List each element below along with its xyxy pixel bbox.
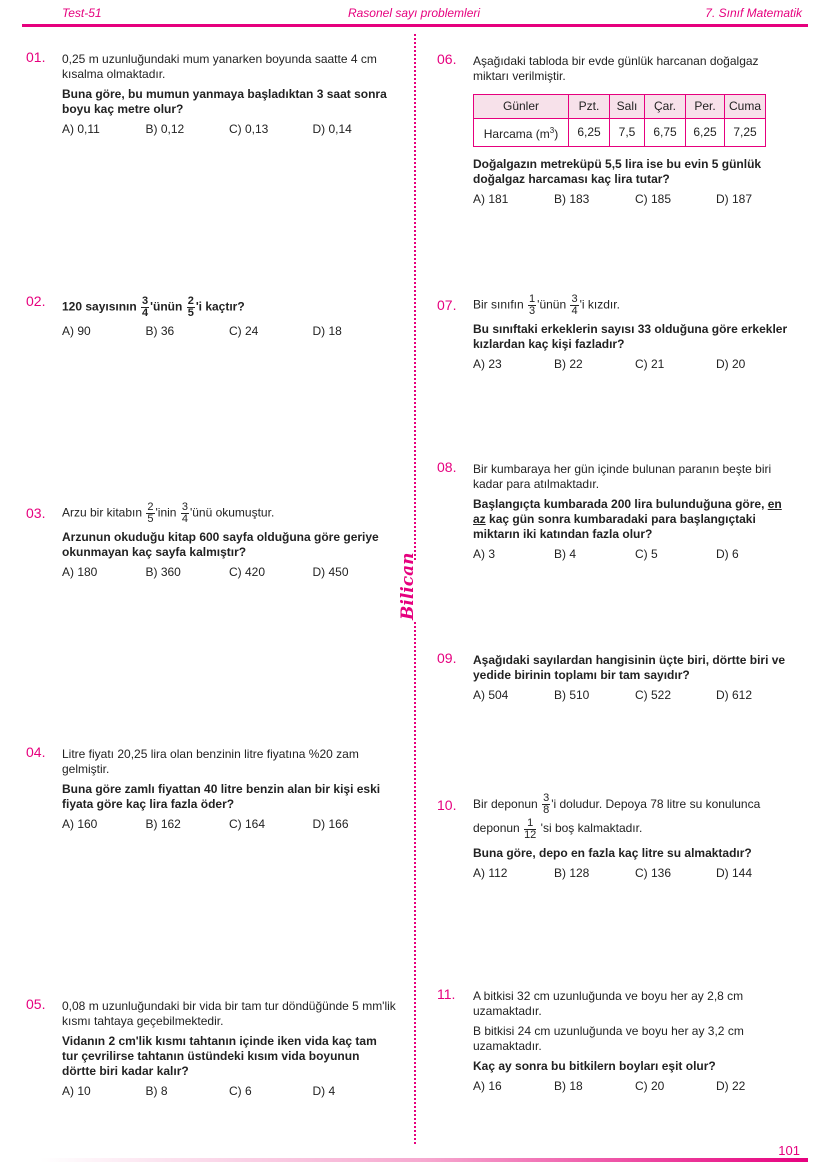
numerator: 3 [543,792,550,805]
text-part: 'i kaçtır? [195,299,245,314]
option-d[interactable]: D) 6 [716,547,739,561]
answer-options [473,357,797,372]
denominator: 4 [142,307,149,319]
question-stem: Litre fiyatı 20,25 lira olan benzinin litre fiyatına %20 zam gelmiştir. [62,747,359,776]
option-c[interactable]: C) 420 [229,565,266,579]
question-prompt [62,296,396,319]
question-number: 06. [437,51,457,67]
denominator: 3 [529,305,536,317]
text-part: 'si boş kalmaktadır. [537,821,643,836]
question-03 [26,502,396,580]
option-c[interactable]: C) 5 [635,547,658,561]
text-part: Bir sınıfın [473,297,528,312]
option-c[interactable]: C) 0,13 [229,122,269,136]
question-prompt: Buna göre, depo en fazla kaç litre su almaktadır? [473,845,752,860]
question-number: 03. [26,505,46,521]
option-d[interactable]: D) 166 [312,817,349,831]
question-number: 04. [26,744,46,760]
table-cell: 6,25 [569,119,610,147]
question-stem: B bitkisi 24 cm uzunluğunda ve boyu her ay 3,2 cm uzamaktadır. [473,1024,744,1053]
answer-options [62,122,396,137]
answer-options [473,192,797,207]
table-cell: 6,25 [686,119,725,147]
option-b[interactable]: B) 510 [554,688,590,702]
fraction [524,818,536,841]
gas-usage-table [473,94,766,147]
option-d[interactable]: D) 20 [716,357,746,371]
answer-options [62,565,396,580]
numerator: 3 [571,293,578,305]
option-b[interactable]: B) 0,12 [145,122,185,136]
header-rule [22,24,808,27]
fraction [542,793,550,816]
question-08 [437,459,797,562]
option-d[interactable]: D) 4 [312,1084,336,1098]
option-a[interactable]: A) 504 [473,688,509,702]
answer-options [62,1084,396,1099]
question-01 [26,49,396,137]
question-stem: A bitkisi 32 cm uzunluğunda ve boyu her ay 2,8 cm uzamaktadır. [473,989,744,1018]
fraction [181,502,189,525]
option-b[interactable]: B) 162 [145,817,181,831]
label-text: ) [554,127,559,141]
option-a[interactable]: A) 16 [473,1079,502,1093]
numerator: 2 [187,295,194,307]
answer-options [473,1079,797,1094]
footer-rule [40,1158,808,1162]
fraction [187,296,195,319]
denominator: 5 [187,307,194,319]
option-a[interactable]: A) 112 [473,865,508,880]
answer-options [473,866,797,881]
table-cell: Cuma [725,95,766,119]
option-c[interactable]: C) 164 [229,817,266,831]
label-text: Harcama (m [483,127,550,141]
option-a[interactable]: A) 90 [62,324,91,338]
underlined-text: en az [473,497,782,526]
option-a[interactable]: A) 3 [473,547,496,561]
question-prompt: Arzunun okuduğu kitap 600 sayfa olduğuna göre geriye okunmayan kaç sayfa kalmıştır? [62,530,379,559]
table-cell: Pzt. [569,95,610,119]
option-c[interactable]: C) 185 [635,192,672,206]
option-d[interactable]: D) 144 [716,865,753,880]
table-cell: Günler [474,95,569,119]
header-course: 7. Sınıf Matematik [705,6,802,20]
question-number: 07. [437,297,457,313]
denominator: 12 [524,828,537,841]
option-b[interactable]: B) 360 [145,565,181,579]
denominator: 5 [147,513,154,525]
option-b[interactable]: B) 18 [554,1079,583,1093]
option-b[interactable]: B) 22 [554,357,583,371]
question-stem: Aşağıdaki tabloda bir evde günlük harcanan doğalgaz miktarı verilmiştir. [473,54,759,83]
option-d[interactable]: D) 22 [716,1079,746,1093]
denominator: 4 [181,513,188,525]
option-a[interactable]: A) 181 [473,192,509,206]
question-prompt: Buna göre, bu mumun yanmaya başladıktan 3 saat sonra boyu kaç metre olur? [62,87,387,116]
option-d[interactable]: D) 612 [716,688,753,702]
text-part: 120 sayısının [62,299,141,314]
header-topic: Rasonel sayı problemleri [347,6,481,20]
option-c[interactable]: C) 136 [635,865,672,880]
answer-options [62,817,396,832]
table-cell: Çar. [645,95,686,119]
option-c[interactable]: C) 6 [229,1084,252,1098]
table-cell: 6,75 [645,119,686,147]
text-part: 'i doludur. Depoya 78 litre su konulunca deponun [473,797,761,836]
text-part: 'i kızdır. [579,297,620,312]
option-c[interactable]: C) 24 [229,324,259,338]
option-a[interactable]: A) 0,11 [62,122,100,136]
brand-logo: Bilican [398,560,434,620]
option-d[interactable]: D) 18 [312,324,342,338]
question-prompt: Vidanın 2 cm'lik kısmı tahtanın içinde iken vida kaç tam tur çevrilirse tahtanın üstündeki kısım vida boyunun dörtte biri kadar kalır? [62,1034,377,1078]
text-part: kaç gün sonra kumbaradaki para başlangıçtaki miktarın iki katından fazla olur? [473,512,756,541]
answer-options [473,547,797,562]
header-test-number: Test-51 [62,6,102,20]
question-stem [473,294,797,317]
numerator: 3 [142,295,149,307]
table-cell: 7,5 [610,119,645,147]
question-10 [437,792,797,881]
numerator: 3 [181,501,188,513]
numerator: 2 [147,501,154,513]
option-b[interactable]: B) 183 [554,192,590,206]
option-c[interactable]: C) 21 [635,357,665,371]
question-09 [437,650,797,703]
option-b[interactable]: B) 4 [554,547,577,561]
text-part: 'ünün [150,299,186,314]
numerator: 1 [529,293,536,305]
option-a[interactable]: A) 10 [62,1084,91,1098]
table-row-label [474,119,569,147]
option-a[interactable]: A) 160 [62,817,98,831]
question-04 [26,744,396,832]
table-cell: Per. [686,95,725,119]
page-number: 101 [778,1143,800,1158]
option-b[interactable]: B) 8 [145,1084,168,1098]
question-07 [437,294,797,372]
question-number: 11. [437,986,456,1002]
question-number: 01. [26,49,46,65]
text-part: Bir deponun [473,797,542,811]
table-header-row [474,95,766,119]
question-prompt: Aşağıdaki sayılardan hangisinin üçte biri, dörtte biri ve yedide birinin toplamı bir tam sayıdır? [473,653,786,682]
question-stem [62,502,396,525]
text-part: 'ünü okumuştur. [189,505,275,520]
answer-options [62,324,396,339]
text-part: Arzu bir kitabın [62,505,146,520]
table-row [474,119,766,147]
option-c[interactable]: C) 20 [635,1079,665,1093]
denominator: 4 [571,305,578,317]
question-stem: 0,08 m uzunluğundaki bir vida bir tam tur döndüğünde 5 mm'lik kısmı tahtaya geçebilmektedir. [62,999,396,1028]
option-b[interactable]: B) 128 [554,865,590,880]
question-stem: 0,25 m uzunluğundaki mum yanarken boyunda saatte 4 cm kısalma olmaktadır. [62,52,377,81]
text-part: 'inin [155,505,180,520]
option-d[interactable]: D) 450 [312,565,349,579]
question-stem: Bir kumbaraya her gün içinde bulunan paranın beşte biri kadar para atılmaktadır. [473,462,772,491]
question-05 [26,996,396,1099]
option-d[interactable]: D) 187 [716,192,753,206]
question-prompt: Bu sınıftaki erkeklerin sayısı 33 olduğuna göre erkekler kızlardan kaç kişi fazladır? [473,322,788,351]
question-number: 09. [437,650,457,666]
denominator: 8 [543,804,550,817]
question-number: 10. [437,797,457,813]
option-d[interactable]: D) 0,14 [312,122,352,136]
answer-options [473,688,797,703]
superscript: 3 [549,126,555,135]
question-11 [437,986,797,1094]
option-b[interactable]: B) 36 [145,324,175,338]
fraction [570,294,578,317]
option-a[interactable]: A) 180 [62,565,98,579]
question-number: 08. [437,459,457,475]
question-02 [26,293,396,339]
question-stem [473,792,797,841]
question-prompt [473,497,797,542]
fraction [146,502,154,525]
fraction [141,296,149,319]
option-a[interactable]: A) 23 [473,357,502,371]
question-prompt: Doğalgazın metreküpü 5,5 lira ise bu evin 5 günlük doğalgaz harcaması kaç lira tutar? [473,157,762,186]
text-part: Başlangıçta kumbarada 200 lira bulunduğuna göre, [473,497,768,511]
fraction [528,294,536,317]
text-part: 'ünün [537,297,570,312]
numerator: 1 [524,818,536,830]
question-number: 05. [26,996,46,1012]
option-c[interactable]: C) 522 [635,688,672,702]
table-cell: Salı [610,95,645,119]
question-number: 02. [26,293,46,309]
question-prompt: Kaç ay sonra bu bitkilern boyları eşit olur? [473,1059,716,1073]
table-cell: 7,25 [725,119,766,147]
question-06 [437,51,797,207]
question-prompt: Buna göre zamlı fiyattan 40 litre benzin alan bir kişi eski fiyata göre kaç lira fazla öder? [62,782,381,811]
